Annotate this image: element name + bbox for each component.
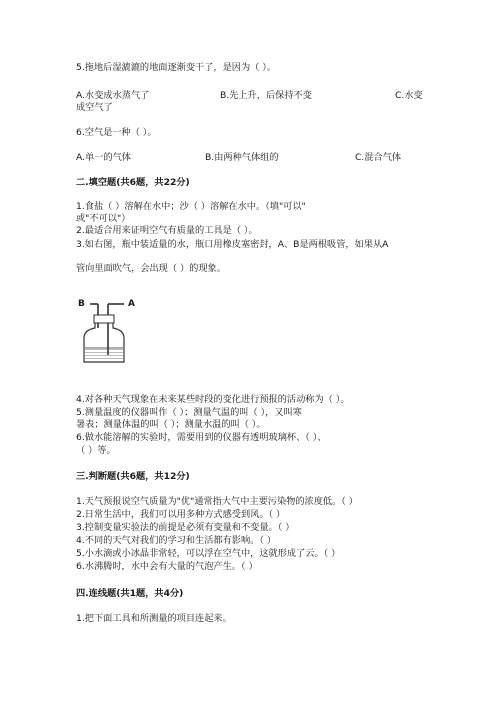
section2-item-1b: 或"不可以"） (76, 213, 131, 224)
section3-item-1: 1.天气预报说空气质量为"优"通常指大气中主要污染物的浓度低。（ ） (76, 496, 358, 507)
section4-item-1: 1.把下面工具和所测量的项目连起来。 (76, 613, 232, 624)
section2-title: 二.填空题(共6题，共22分) (76, 177, 190, 188)
q5-option-b: B.先上升，后保持不变 (220, 90, 312, 101)
rubber-stopper (94, 315, 114, 323)
section3-item-6: 6.水沸腾时，水中会有大量的气泡产生。（ ） (76, 561, 258, 572)
section3-item-5: 5.小水滴或小冰晶非常轻，可以浮在空气中，这就形成了云。（ ） (76, 548, 341, 559)
section2-item-5a: 5.测量温度的仪器叫作（ ）；测量气温的叫（ ），又叫寒 (76, 407, 302, 418)
section2-item-6a: 6.做水能溶解的实验时，需要用到的仪器有透明玻璃杯、（ ）、 (76, 432, 327, 443)
q5-stem: 5.拖地后湿漉漉的地面逐渐变干了，是因为（ ）。 (76, 62, 277, 73)
q5-option-c: C.水变 (395, 90, 423, 101)
section3-title: 三.判断题(共6题，共12分) (76, 471, 190, 482)
section2-item-4: 4.对各种天气现象在未来某些时段的变化进行预报的活动称为（ ）。 (76, 394, 350, 405)
section2-item-3b: 管向里面吹气，会出现（ ）的现象。 (76, 263, 226, 274)
q5-option-c-continued: 成空气了 (76, 102, 113, 113)
bottle-figure (80, 298, 140, 368)
q6-option-a: A.单一的气体 (76, 152, 131, 163)
section2-item-6b: （ ）等。 (76, 445, 116, 456)
section3-item-3: 3.控制变量实验法的前提是必须有变量和不变量。（ ） (76, 522, 295, 533)
water (85, 348, 123, 361)
figure-label-a: A (128, 299, 135, 309)
q5-option-a: A.水变成水蒸气了 (76, 90, 150, 101)
section3-item-2: 2.日常生活中，我们可以用多种方式感受到风。（ ） (76, 509, 286, 520)
q6-option-c: C.混合气体 (355, 152, 402, 163)
section4-title: 四.连线题(共1题，共4分) (76, 588, 184, 599)
section2-item-5b: 暑表；测量体温的叫（ ）；测量水温的叫（ ）。 (76, 419, 266, 430)
figure-label-b: B (78, 299, 85, 309)
section3-item-4: 4.不同的天气对我们的学习和生活都有影响。（ ） (76, 535, 277, 546)
section2-item-1a: 1.食盐（ ）溶解在水中；沙（ ）溶解在水中。（填"可以" (76, 201, 306, 212)
section2-item-3a: 3.如右图，瓶中装适量的水，瓶口用橡皮塞密封，A、B是两根吸管，如果从A (76, 239, 389, 250)
q6-option-b: B.由两种气体组的 (205, 152, 279, 163)
q6-stem: 6.空气是一种（ ）。 (76, 127, 157, 138)
section2-item-2: 2.最适合用来证明空气有质量的工具是（ ）。 (76, 225, 258, 236)
